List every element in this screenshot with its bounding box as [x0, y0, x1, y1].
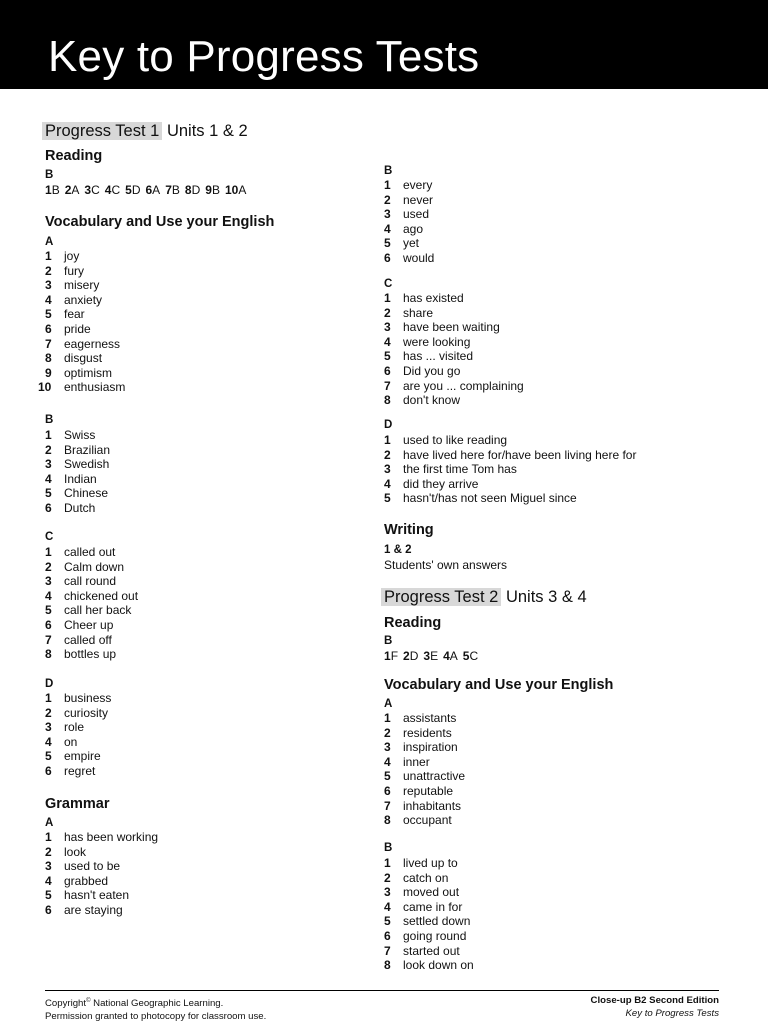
title-banner — [0, 0, 768, 89]
test2-reading-sub: B — [384, 635, 393, 647]
answer-text: optimism — [64, 365, 113, 380]
answer-text: misery — [64, 278, 100, 293]
reading-answer: 4A — [443, 649, 458, 663]
answer-item — [45, 307, 125, 322]
answer-text: call her back — [64, 603, 132, 618]
answer-item — [45, 903, 158, 918]
answer-text: enthusiasm — [64, 380, 126, 395]
test1-vocab-a-list — [38, 249, 126, 395]
answer-item — [384, 393, 524, 408]
answer-item — [38, 380, 126, 395]
answer-number: 5 — [384, 236, 391, 251]
answer-text: Did you go — [403, 363, 461, 378]
answer-text: unattractive — [403, 769, 466, 784]
answer-text: disgust — [64, 351, 103, 366]
answer-number: 7 — [45, 336, 52, 351]
answer-number: 1 — [384, 856, 391, 870]
answer-number: 10 — [38, 380, 52, 395]
answer-number: 7 — [45, 632, 52, 647]
answer-number: 3 — [45, 859, 52, 874]
answer-text: hasn't/has not seen Miguel since — [403, 491, 577, 506]
permission-text: Permission granted to photocopy for classroom use. — [45, 1010, 267, 1022]
answer-item — [45, 428, 110, 443]
test1-vocab-d-label: D — [45, 678, 54, 690]
answer-item — [384, 784, 465, 799]
copyright-mark: © — [86, 998, 91, 1004]
answer-text: residents — [403, 725, 452, 740]
answer-number: 2 — [384, 725, 391, 740]
test2-label: Progress Test 2 — [381, 588, 501, 606]
answer-text: catch on — [403, 870, 449, 885]
footer-book-info — [591, 995, 719, 1020]
answer-number: 6 — [45, 500, 52, 515]
test1-grammar-d-list — [384, 433, 636, 506]
answer-number: 8 — [384, 958, 391, 973]
answer-item — [384, 291, 524, 306]
answer-text: occupant — [403, 813, 452, 828]
answer-item — [384, 799, 465, 814]
answer-number: 3 — [384, 320, 391, 335]
page-title: Key to Progress Tests — [48, 32, 480, 81]
answer-text: Calm down — [64, 559, 125, 574]
answer-item — [384, 433, 636, 448]
answer-number: 2 — [384, 192, 391, 207]
answer-text: regret — [64, 763, 96, 778]
test1-grammar-d-label: D — [384, 419, 393, 431]
answer-number: 2 — [45, 705, 52, 720]
answer-text: curiosity — [64, 705, 109, 720]
answer-text: moved out — [403, 885, 460, 900]
answer-item — [45, 859, 158, 874]
answer-number: 4 — [384, 899, 391, 914]
answer-text: has been working — [64, 830, 159, 844]
test1-grammar-c-list — [384, 291, 524, 408]
answer-item — [384, 448, 636, 463]
answer-number: 2 — [45, 844, 52, 859]
reading-answer: 9B — [205, 183, 220, 197]
answer-number: 2 — [384, 870, 391, 885]
answer-number: 3 — [384, 740, 391, 755]
answer-text: look — [64, 844, 87, 859]
answer-item — [384, 769, 465, 784]
test1-writing-sub: 1 & 2 — [384, 544, 412, 556]
answer-number: 3 — [45, 457, 52, 472]
test1-reading-title: Reading — [45, 148, 103, 164]
test1-vocab-c-label: C — [45, 531, 54, 543]
answer-number: 6 — [45, 321, 52, 336]
edition-text: Close-up B2 Second Edition — [590, 995, 719, 1006]
answer-item — [45, 501, 110, 516]
answer-item — [384, 207, 434, 222]
answer-text: joy — [64, 249, 80, 263]
answer-item — [45, 322, 125, 337]
answer-item — [45, 603, 138, 618]
answer-item — [45, 845, 158, 860]
test2-vocab-b-list — [384, 856, 474, 973]
answer-number: 8 — [45, 351, 52, 366]
test1-grammar-a-list — [45, 830, 158, 918]
answer-number: 1 — [384, 433, 391, 447]
answer-item — [384, 477, 636, 492]
answer-text: eagerness — [64, 336, 121, 351]
answer-item — [45, 574, 138, 589]
answer-text: Swiss — [64, 428, 96, 442]
answer-text: inspiration — [403, 740, 458, 755]
copyright-label: Copyright — [45, 998, 87, 1009]
answer-number: 4 — [45, 471, 52, 486]
answer-item — [384, 755, 465, 770]
answer-item — [45, 249, 125, 264]
answer-number: 2 — [384, 447, 391, 462]
test1-vocab-a-label: A — [45, 236, 54, 248]
answer-item — [384, 740, 465, 755]
answer-number: 8 — [384, 813, 391, 828]
test1-vocab-b-list — [45, 428, 110, 516]
answer-text: don't know — [403, 393, 460, 408]
reading-answer: 6A — [145, 183, 161, 197]
answer-number: 4 — [45, 588, 52, 603]
answer-text: inhabitants — [403, 798, 462, 813]
test1-reading-sub: B — [45, 169, 54, 181]
answer-number: 2 — [384, 305, 391, 320]
answer-number: 7 — [384, 798, 391, 813]
answer-number: 5 — [384, 349, 391, 364]
answer-number: 4 — [384, 221, 391, 236]
answer-text: share — [403, 305, 434, 320]
test2-vocab-a-label: A — [384, 698, 393, 710]
answer-item — [384, 856, 474, 871]
answer-item — [45, 366, 125, 381]
test1-vocab-title: Vocabulary and Use your English — [45, 214, 275, 230]
answer-text: fear — [64, 307, 85, 322]
reading-answer: 3C — [84, 183, 100, 197]
reading-answer: 7B — [165, 183, 180, 197]
answer-item — [384, 178, 434, 193]
answer-item — [45, 618, 138, 633]
test1-units: Units 1 & 2 — [166, 122, 248, 140]
answer-text: yet — [403, 236, 420, 251]
answer-item — [45, 888, 158, 903]
test2-heading — [384, 587, 587, 607]
answer-item — [45, 337, 125, 352]
answer-number: 5 — [45, 307, 52, 322]
answer-item — [384, 349, 524, 364]
answer-item — [45, 830, 158, 845]
reading-answer: 3E — [423, 649, 439, 663]
answer-text: has ... visited — [403, 349, 474, 364]
answer-item — [45, 560, 138, 575]
answer-number: 1 — [384, 291, 391, 305]
answer-number: 5 — [384, 914, 391, 929]
answer-item — [45, 647, 138, 662]
answer-item — [45, 545, 138, 560]
test1-heading — [45, 121, 248, 141]
answer-text: would — [403, 250, 435, 265]
answer-item — [45, 706, 111, 721]
answer-number: 1 — [45, 830, 52, 844]
answer-text: fury — [64, 263, 85, 278]
answer-item — [45, 351, 125, 366]
test2-reading-answers — [384, 649, 478, 663]
answer-text: started out — [403, 943, 460, 958]
answer-item — [384, 914, 474, 929]
answer-text: settled down — [403, 914, 471, 929]
answer-item — [384, 900, 474, 915]
answer-number: 5 — [45, 603, 52, 618]
answer-item — [45, 764, 111, 779]
answer-number: 3 — [384, 462, 391, 477]
answer-item — [45, 457, 110, 472]
answer-number: 4 — [45, 734, 52, 749]
answer-text: anxiety — [64, 292, 103, 307]
reading-answer: 1F — [384, 649, 399, 663]
answer-text: used to be — [64, 859, 121, 874]
answer-text: lived up to — [403, 856, 458, 870]
answer-number: 3 — [384, 207, 391, 222]
footer-divider — [45, 990, 719, 991]
answer-text: Brazilian — [64, 442, 111, 457]
test1-vocab-c-list — [45, 545, 138, 662]
answer-number: 4 — [45, 873, 52, 888]
answer-text: have lived here for/have been living here for — [403, 447, 637, 462]
answer-text: Chinese — [64, 486, 109, 501]
answer-number: 9 — [45, 365, 52, 380]
answer-item — [384, 944, 474, 959]
test1-grammar-title: Grammar — [45, 796, 110, 812]
test1-writing-text: Students' own answers — [384, 558, 508, 572]
answer-text: used — [403, 207, 430, 222]
section-text: Key to Progress Tests — [625, 1007, 719, 1019]
answer-number: 8 — [384, 393, 391, 408]
answer-number: 5 — [45, 888, 52, 903]
test2-vocab-a-list — [384, 711, 465, 828]
answer-item — [45, 749, 111, 764]
answer-text: used to like reading — [403, 433, 508, 447]
answer-item — [384, 251, 434, 266]
answer-item — [384, 335, 524, 350]
answer-number: 1 — [384, 178, 391, 192]
answer-text: business — [64, 691, 112, 705]
test1-vocab-d-list — [45, 691, 111, 779]
answer-number: 6 — [45, 763, 52, 778]
answer-number: 2 — [45, 559, 52, 574]
answer-text: pride — [64, 321, 91, 336]
answer-text: are you ... complaining — [403, 378, 524, 393]
answer-text: inner — [403, 754, 430, 769]
answer-item — [45, 589, 138, 604]
answer-number: 3 — [384, 885, 391, 900]
test1-writing-title: Writing — [384, 522, 434, 538]
answer-number: 3 — [45, 278, 52, 293]
test1-grammar-b-label: B — [384, 165, 393, 177]
reading-answer: 5D — [125, 183, 141, 197]
answer-text: never — [403, 192, 434, 207]
reading-answer: 1B — [45, 183, 60, 197]
test1-vocab-b-label: B — [45, 414, 54, 426]
test1-grammar-b-list — [384, 178, 434, 266]
answer-item — [384, 379, 524, 394]
answer-item — [45, 293, 125, 308]
test1-reading-answers — [45, 183, 246, 197]
reading-answer: 10A — [224, 183, 247, 197]
answer-number: 5 — [45, 486, 52, 501]
answer-text: came in for — [403, 899, 463, 914]
answer-number: 3 — [45, 720, 52, 735]
answer-item — [45, 486, 110, 501]
answer-number: 8 — [45, 647, 52, 662]
answer-text: reputable — [403, 783, 454, 798]
answer-number: 1 — [45, 249, 52, 263]
answer-item — [384, 885, 474, 900]
answer-number: 3 — [45, 574, 52, 589]
answer-item — [45, 720, 111, 735]
answer-number: 1 — [45, 691, 52, 705]
answer-text: call round — [64, 574, 117, 589]
answer-text: every — [403, 178, 433, 192]
answer-text: empire — [64, 749, 101, 764]
answer-text: called out — [64, 545, 116, 559]
answer-item — [384, 871, 474, 886]
answer-item — [384, 813, 465, 828]
answer-number: 2 — [45, 263, 52, 278]
test2-vocab-title: Vocabulary and Use your English — [384, 677, 614, 693]
test1-grammar-c-label: C — [384, 278, 393, 290]
answer-number: 4 — [45, 292, 52, 307]
test1-label: Progress Test 1 — [42, 122, 162, 140]
answer-text: chickened out — [64, 588, 139, 603]
reading-answer: 2D — [403, 649, 419, 663]
answer-text: Indian — [64, 471, 97, 486]
answer-number: 6 — [384, 363, 391, 378]
test1-grammar-a-label: A — [45, 817, 54, 829]
answer-item — [384, 711, 465, 726]
answer-number: 1 — [45, 545, 52, 559]
answer-item — [384, 726, 465, 741]
answer-text: going round — [403, 928, 467, 943]
answer-item — [45, 633, 138, 648]
answer-number: 7 — [384, 943, 391, 958]
answer-text: hasn't eaten — [64, 888, 130, 903]
answer-number: 6 — [384, 250, 391, 265]
answer-text: assistants — [403, 711, 457, 725]
answer-item — [45, 264, 125, 279]
answer-number: 5 — [45, 749, 52, 764]
answer-item — [384, 236, 434, 251]
answer-text: grabbed — [64, 873, 109, 888]
answer-text: look down on — [403, 958, 474, 973]
answer-number: 5 — [384, 491, 391, 506]
answer-text: were looking — [403, 334, 471, 349]
answer-item — [384, 306, 524, 321]
answer-item — [384, 222, 434, 237]
answer-text: has existed — [403, 291, 464, 305]
answer-text: ago — [403, 221, 424, 236]
answer-text: on — [64, 734, 78, 749]
answer-text: bottles up — [64, 647, 117, 662]
reading-answer: 8D — [184, 183, 201, 197]
test2-reading-title: Reading — [384, 615, 442, 631]
answer-text: are staying — [64, 902, 123, 917]
publisher-text: National Geographic Learning. — [93, 998, 224, 1009]
answer-number: 1 — [45, 428, 52, 442]
answer-number: 6 — [384, 783, 391, 798]
answer-number: 7 — [384, 378, 391, 393]
answer-item — [45, 874, 158, 889]
reading-answer: 4C — [104, 183, 121, 197]
answer-number: 6 — [384, 928, 391, 943]
answer-item — [45, 443, 110, 458]
answer-text: have been waiting — [403, 320, 500, 335]
answer-item — [384, 462, 636, 477]
answer-text: Swedish — [64, 457, 110, 472]
answer-text: Cheer up — [64, 617, 114, 632]
answer-item — [384, 320, 524, 335]
test2-vocab-b-label: B — [384, 842, 393, 854]
answer-item — [45, 278, 125, 293]
answer-text: called off — [64, 632, 112, 647]
answer-item — [45, 735, 111, 750]
test2-units: Units 3 & 4 — [505, 588, 587, 606]
answer-item — [384, 491, 636, 506]
answer-number: 2 — [45, 442, 52, 457]
answer-item — [384, 929, 474, 944]
answer-number: 4 — [384, 754, 391, 769]
answer-item — [45, 691, 111, 706]
answer-number: 5 — [384, 769, 391, 784]
answer-text: role — [64, 720, 85, 735]
reading-answer: 5C — [462, 649, 479, 663]
answer-number: 6 — [45, 617, 52, 632]
answer-text: did they arrive — [403, 476, 479, 491]
answer-item — [384, 364, 524, 379]
answer-number: 4 — [384, 476, 391, 491]
answer-number: 1 — [384, 711, 391, 725]
answer-number: 6 — [45, 902, 52, 917]
answer-number: 4 — [384, 334, 391, 349]
answer-item — [384, 958, 474, 973]
answer-item — [384, 193, 434, 208]
footer-copyright — [45, 995, 266, 1023]
answer-text: the first time Tom has — [403, 462, 517, 477]
answer-text: Dutch — [64, 500, 96, 515]
answer-item — [45, 472, 110, 487]
reading-answer: 2A — [64, 183, 80, 197]
